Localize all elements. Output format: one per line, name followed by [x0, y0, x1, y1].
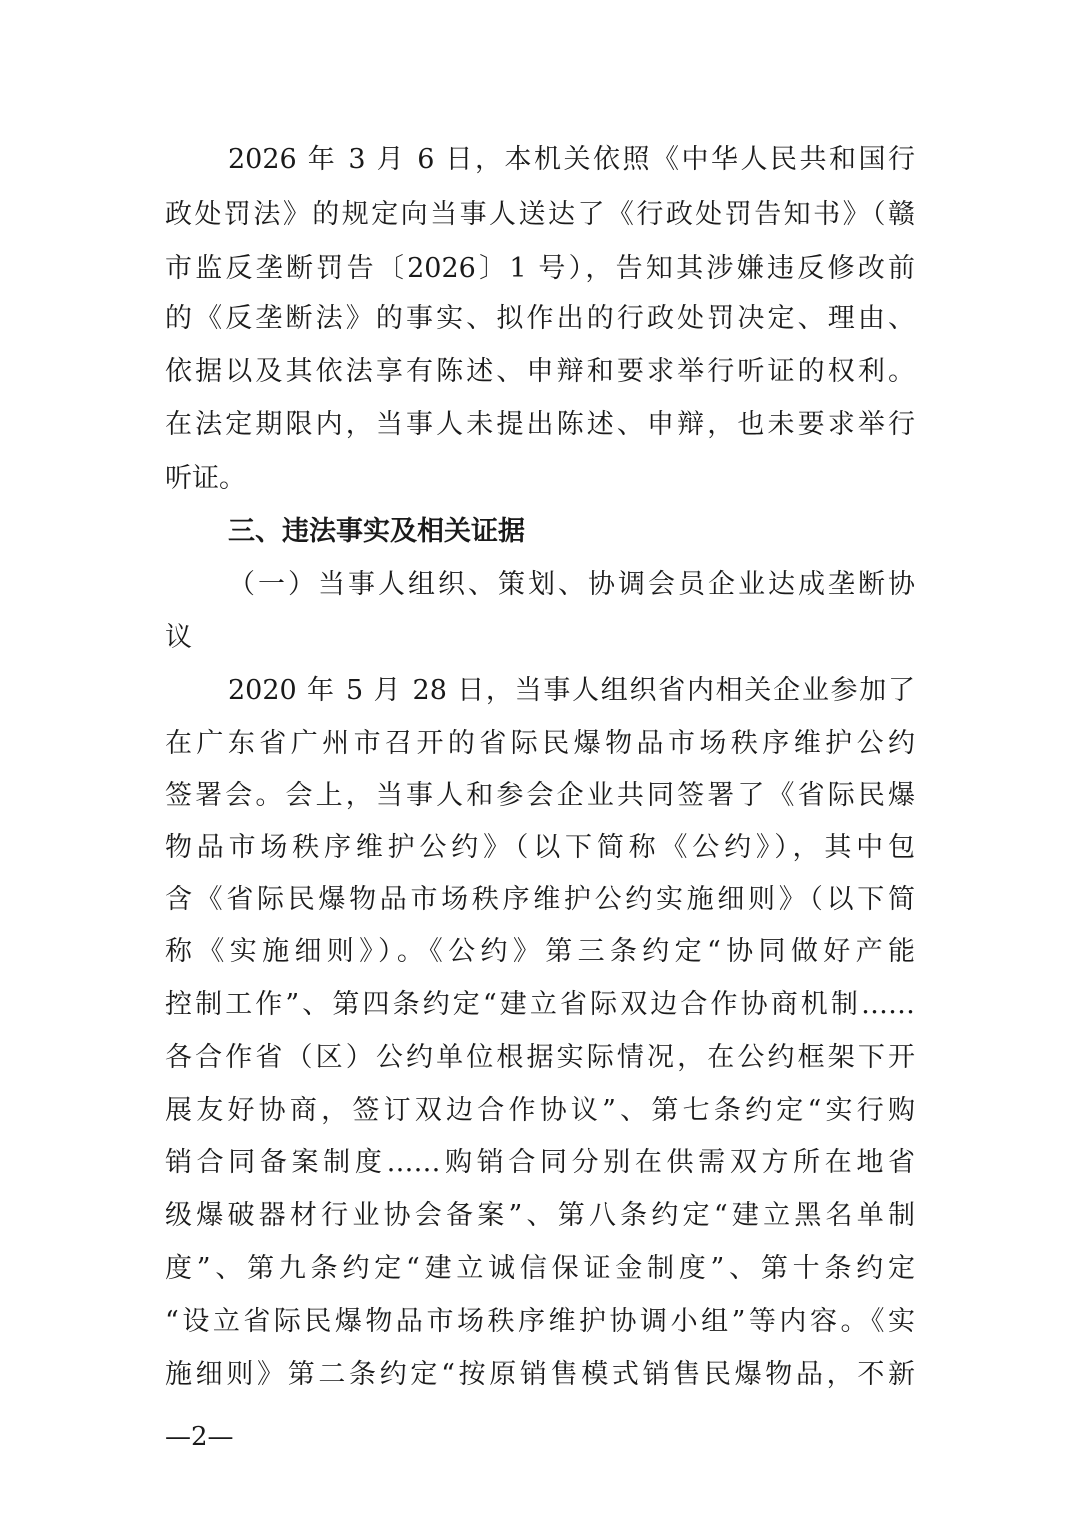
paragraph2-line-11: 级爆破器材行业协会备案”、第八条约定“建立黑名单制	[165, 1200, 915, 1231]
paragraph1-line-6: 在法定期限内，当事人未提出陈述、申辩，也未要求举行	[165, 409, 915, 440]
paragraph1-line-3: 市监反垄断罚告〔2026〕1 号），告知其涉嫌违反修改前	[165, 253, 915, 284]
paragraph1-line-5: 依据以及其依法享有陈述、申辩和要求举行听证的权利。	[165, 356, 915, 387]
paragraph2-line-12: 度”、第九条约定“建立诚信保证金制度”、第十条约定	[165, 1253, 915, 1284]
paragraph2-line-6: 称《实施细则》）。《公约》第三条约定“协同做好产能	[165, 936, 915, 967]
paragraph2-line-3: 签署会。会上，当事人和参会企业共同签署了《省际民爆	[165, 780, 915, 811]
paragraph2-line-10: 销合同备案制度……购销合同分别在供需双方所在地省	[165, 1147, 915, 1178]
paragraph2-line-2: 在广东省广州市召开的省际民爆物品市场秩序维护公约	[165, 728, 915, 759]
paragraph1-line-7: 听证。	[165, 463, 246, 494]
page-number: —2—	[165, 1422, 234, 1452]
section-heading: 三、违法事实及相关证据	[228, 516, 525, 547]
paragraph2-line-5: 含《省际民爆物品市场秩序维护公约实施细则》（以下简	[165, 884, 915, 915]
paragraph2-line-4: 物品市场秩序维护公约》（以下简称《公约》），其中包	[165, 832, 915, 863]
paragraph2-line-14: 施细则》第二条约定“按原销售模式销售民爆物品，不新	[165, 1359, 915, 1390]
paragraph1-line-2: 政处罚法》的规定向当事人送达了《行政处罚告知书》（赣	[165, 199, 915, 230]
paragraph2-line-9: 展友好协商，签订双边合作协议”、第七条约定“实行购	[165, 1095, 915, 1126]
paragraph2-line-7: 控制工作”、第四条约定“建立省际双边合作协商机制……	[165, 989, 915, 1020]
paragraph2-line-1: 2020 年 5 月 28 日，当事人组织省内相关企业参加了	[228, 675, 915, 706]
subsection-heading-line-2: 议	[165, 622, 192, 653]
subsection-heading-line-1: （一）当事人组织、策划、协调会员企业达成垄断协	[228, 569, 915, 600]
paragraph1-line-4: 的《反垄断法》的事实、拟作出的行政处罚决定、理由、	[165, 303, 915, 334]
paragraph2-line-8: 各合作省（区）公约单位根据实际情况，在公约框架下开	[165, 1042, 915, 1073]
paragraph2-line-13: “设立省际民爆物品市场秩序维护协调小组”等内容。《实	[165, 1306, 915, 1337]
paragraph1-line-1: 2026 年 3 月 6 日，本机关依照《中华人民共和国行	[228, 144, 915, 175]
